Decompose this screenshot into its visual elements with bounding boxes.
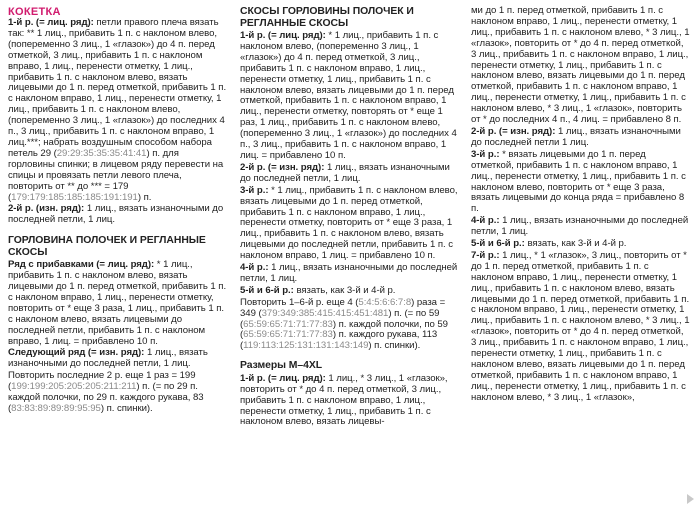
continue-arrow-icon	[687, 494, 694, 504]
row-label: 4-й р.:	[240, 262, 269, 274]
row-label: Ряд с прибавками (= лиц. ряд):	[8, 259, 155, 271]
sizes-row-5-6: 5-й и 6-й р.: вязать, как 3-й и 4-й р.	[471, 238, 627, 250]
next-row: Следующий ряд (= изн. ряд): 1 лиц., вязать изнаночными до последней петли, 1 лиц.	[8, 347, 208, 370]
row-label: 2-й р. (изн. ряд):	[8, 203, 85, 215]
row-label: 2-й р. (= изн. ряд):	[240, 161, 325, 173]
sizes-row-3: 3-й р.: * вязать лицевыми до 1 п. перед отметкой, прибавить 1 п. с наклоном вправо, 1 лиц., перенести отметку, 1 лиц., прибавить 1 п. с наклоном влево, повторить от * еще 3 раза, вязать лицевыми до конца ряда = прибавлено 8 п.	[471, 148, 686, 215]
row-label: Следующий ряд (= изн. ряд):	[8, 347, 145, 359]
koketka-row-1: 1-й р. (= лиц. ряд): петли правого плеча вязать так: ** 1 лиц., прибавить 1 п. с наклоном влево, (попеременно 3 лиц., 1 «глазок») до 4 п. перед отметкой, 3 лиц., прибавить 1 п. с наклоном вправо, 1 лиц., перенести отметку, 1 лиц., прибавить 1 п. с наклоном влево, вязать лицевыми до 1 п. перед отметкой, прибавить 1 п. с наклоном вправо, 1 лиц., перенести отметку, 1 лиц., прибавить 1 п. с наклоном влево, (попеременно 3 лиц., 1 «глазок») до последних 4 п., 3 лиц., прибавить 1 п. с наклоном вправо, 1 лиц.***; набрать воздушным способом набора петель 29 (29:29:35:35:35:41:41) п. для горловины спинки; в лицевом ряду перевести на спицы и провязать петли левого плеча, повторить от ** до *** = 179 (179:179:185:185:185:191:191) п.	[8, 17, 227, 203]
row-label: 3-й р.:	[471, 148, 500, 160]
column-2	[240, 6, 459, 508]
section-heading-slopes: СКОСЫ ГОРЛОВИНЫ ПОЛОЧЕК И РЕГЛАННЫЕ СКОСЫ	[240, 6, 414, 29]
koketka-row-2: 2-й р. (изн. ряд): 1 лиц., вязать изнаночными до последней петли, 1 лиц.	[8, 203, 224, 226]
row-label: 5-й и 6-й р.:	[240, 284, 294, 296]
sizes-row-7: 7-й р.: 1 лиц., * 1 «глазок», 3 лиц., повторить от * до 1 п. перед отметкой, прибавить 1 п. с наклоном вправо, 1 лиц., перенести отметку, 1 лиц., прибавить 1 п. с наклоном влево, вязать лицевыми до 1 п. перед отметкой, прибавить 1 п. с наклоном вправо, 1 лиц., перенести отметку, 1 лиц., прибавить 1 п. с наклоном влево, * 3 лиц., 1 «глазок», повторить от * до 4 п. перед отметкой, 3 лиц., прибавить 1 п. с наклоном вправо, 1 лиц., перенести отметку, 1 лиц., прибавить 1 п. с наклоном влево, вязать лицевыми до 1 п. перед отметкой, прибавить 1 п. с наклоном вправо, 1 лиц., перенести отметку, 1 лиц., прибавить 1 п. с наклоном влево, * 3 лиц., 1 «глазок»,	[471, 249, 690, 403]
increase-row: Ряд с прибавками (= лиц. ряд): * 1 лиц., прибавить 1 п. с наклоном влево, вязать лицевыми до 1 п. перед отметкой, прибавить 1 п. с наклоном вправо, 1 лиц., перенести отметку, повторить от * еще 3 раза, 1 лиц., прибавить 1 п. с наклоном влево, вязать лицевыми до последней петли, прибавить 1 п. с наклоном вправо, 1 лиц. = прибавлено 10 п.	[8, 259, 227, 347]
slopes-row-2: 2-й р. (= изн. ряд): 1 лиц., вязать изнаночными до последней петли, 1 лиц.	[240, 161, 450, 184]
section-heading-neckline: ГОРЛОВИНА ПОЛОЧЕК И РЕГЛАННЫЕ СКОСЫ	[8, 235, 206, 258]
slopes-row-3: 3-й р.: * 1 лиц., прибавить 1 п. с наклоном влево, вязать лицевыми до 1 п. перед отметкой, прибавить 1 п. с наклоном вправо, 1 лиц., перенести отметку, повторить от * еще 3 раза, 1 лиц., прибавить 1 п. с наклоном влево, вязать лицевыми до последней петли, прибавить 1 п. с наклоном вправо, 1 лиц. = прибавлено 10 п.	[240, 184, 458, 262]
column-3	[471, 6, 691, 508]
sizes-row-4: 4-й р.: 1 лиц., вязать изнаночными до последней петли, 1 лиц.	[471, 215, 689, 238]
row-label: 7-й р.:	[471, 249, 500, 261]
row-label: 3-й р.:	[240, 184, 269, 196]
sizes-row-2: 2-й р. (= изн. ряд): 1 лиц., вязать изнаночными до последней петли 1 лиц.	[471, 125, 681, 148]
row-label: 5-й и 6-й р.:	[471, 238, 525, 250]
slopes-repeat: Повторить 1–6-й р. еще 4 (5:4:5:6:6:7:8) раза = 349 (379:349:385:415:415:451:481) п. (= по 59 (65:59:65:71:71:77:83) п. каждой полочки, по 59 (65:59:65:71:71:77:83) п. каждого рукава, 113 (119:113:125:131:131:143:149) п. спинки).	[240, 296, 448, 352]
row-label: 1-й р. (= лиц. ряд):	[240, 372, 326, 384]
continued-text: ми до 1 п. перед отметкой, прибавить 1 п. с наклоном вправо, 1 лиц., перенести отметку, 1 лиц., прибавить 1 п. с наклоном влево, * 3 лиц., 1 «глазок», повторить от * до 4 п. перед отметкой, 3 лиц., прибавить 1 п. с наклоном вправо, 1 лиц., перенести отметку, 1 лиц., прибавить 1 п. с наклоном влево, вязать лицевыми до 1 п. перед отметкой, прибавить 1 п. с наклоном вправо, 1 лиц., перенести отметку, 1 лиц., прибавить 1 п. с наклоном влево, * 3 лиц., 1 «глазок», повторить от * до последних 4 п., 4 лиц. = прибавлено 8 п.	[471, 6, 690, 126]
row-label: 2-й р. (= изн. ряд):	[471, 125, 556, 137]
slopes-row-5-6: 5-й и 6-й р.: вязать, как 3-й и 4-й р.	[240, 284, 396, 296]
slopes-row-1: 1-й р. (= лиц. ряд): * 1 лиц., прибавить 1 п. с наклоном влево, (попеременно 3 лиц., 1 «глазок») до 4 п. перед отметкой, 3 лиц., прибавить 1 п. с наклоном вправо, 1 лиц., перенести отметку, 1 лиц., прибавить 1 п. с наклоном влево, вязать лицевыми до 1 п. перед отметкой, прибавить 1 п. с наклоном вправо, 1 лиц., перенести отметку, повторять от * еще 1 раз, 1 лиц., прибавить 1 п. с наклоном влево, (попеременно 3 лиц., 1 «глазок») до последних 4 п., 3 лиц., прибавить 1 п. с наклоном вправо, 1 лиц. = прибавлено 10 п.	[240, 30, 457, 161]
sizes-row-1: 1-й р. (= лиц. ряд): 1 лиц., * 3 лиц., 1 «глазок», повторить от * до 4 п. перед отметкой, 3 лиц., прибавить 1 п. с наклоном вправо, 1 лиц., перенести отметку, 1 лиц., прибавить 1 п. с наклоном влево, вязать лицевы-	[240, 372, 448, 428]
row-label: 1-й р. (= лиц. ряд):	[240, 30, 326, 41]
section-title-koketka: КОКЕТКА	[8, 6, 61, 18]
repeat-text: Повторить последние 2 р. еще 1 раз = 199 (199:199:205:205:205:211:211) п. (= по 29 п. каждой полочки, по 29 п. каждого рукава, 83 (83:83:89:89:89:95:95) п. спинки).	[8, 370, 204, 414]
row-label: 1-й р. (= лиц. ряд):	[8, 17, 94, 28]
column-1	[8, 6, 227, 508]
slopes-row-4: 4-й р.: 1 лиц., вязать изнаночными до последней петли, 1 лиц.	[240, 262, 458, 284]
row-label: 4-й р.:	[471, 215, 500, 227]
section-heading-sizes: Размеры M–4XL	[240, 360, 323, 372]
